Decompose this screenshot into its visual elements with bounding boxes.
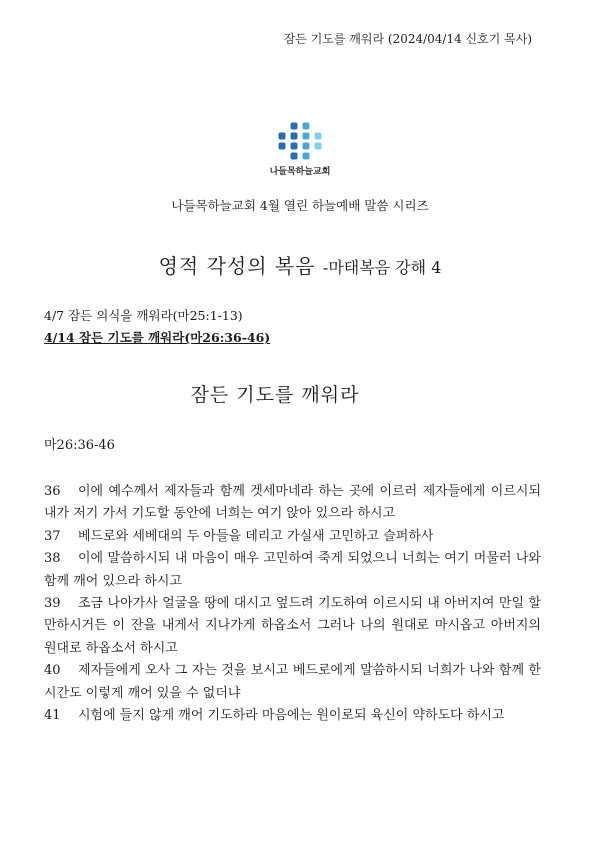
verse-text: 제자들에게 오사 그 자는 것을 보시고 베드로에게 말씀하시되 너희가 나와 함께 한 시간도 이렇게 깨어 있을 수 없더냐 bbox=[44, 663, 541, 701]
main-title bbox=[0, 250, 600, 279]
page-header: 잠든 기도를 깨워라 (2024/04/14 신호기 목사) bbox=[283, 32, 532, 46]
church-logo-text: 나들목하늘교회 bbox=[269, 167, 331, 177]
verse-text: 이에 말씀하시되 내 마음이 매우 고민하여 죽게 되었으니 너희는 여기 머물러 나와 함께 깨어 있으라 하시고 bbox=[44, 551, 541, 589]
verse bbox=[44, 526, 541, 548]
verse bbox=[44, 593, 541, 660]
verse-number: 37 bbox=[44, 528, 61, 544]
scripture-verses bbox=[44, 481, 541, 727]
logo-dot bbox=[303, 123, 310, 130]
logo-dot bbox=[315, 143, 322, 150]
verse-text: 이에 예수께서 제자들과 함께 겟세마네라 하는 곳에 이르러 제자들에게 이르시되 내가 저기 가서 기도할 동안에 너희는 여기 앉아 있으라 하시고 bbox=[44, 484, 541, 522]
logo-dot bbox=[303, 133, 310, 140]
verse-text: 시험에 들지 않게 깨어 기도하라 마음에는 원이로되 육신이 약하도다 하시고 bbox=[78, 708, 505, 724]
logo-dot bbox=[291, 133, 298, 140]
logo-dot bbox=[315, 133, 322, 140]
verse-text: 조금 나아가사 얼굴을 땅에 대시고 엎드려 기도하여 이르시되 내 아버지여 만일 할 만하시거든 이 잔을 내게서 지나가게 하옵소서 그러나 나의 원대로 마시옵고 아버지의 원대로 하옵소서 하시고 bbox=[44, 596, 541, 656]
logo-dot bbox=[279, 143, 286, 150]
verse-number: 38 bbox=[44, 551, 61, 567]
verse-text: 베드로와 세베대의 두 아들을 데리고 가실새 고민하고 슬퍼하사 bbox=[78, 528, 434, 544]
verse-number: 40 bbox=[44, 663, 61, 679]
church-logo-icon bbox=[277, 122, 323, 162]
verse-number: 36 bbox=[44, 484, 61, 499]
verse bbox=[44, 660, 541, 705]
verse-number: 39 bbox=[44, 596, 61, 612]
verse bbox=[44, 705, 541, 727]
scripture-reference: 마26:36-46 bbox=[44, 438, 115, 453]
verse bbox=[44, 548, 541, 593]
logo-dot bbox=[303, 143, 310, 150]
logo-dot bbox=[291, 153, 298, 160]
logo-dot bbox=[291, 123, 298, 130]
logo-dot bbox=[279, 133, 286, 140]
main-title-subtitle: -마태복음 강해 4 bbox=[322, 258, 442, 277]
verse bbox=[44, 481, 541, 526]
sermon-title: 잠든 기도를 깨워라 bbox=[190, 384, 360, 406]
series-title: 나들목하늘교회 4월 열린 하늘예배 말씀 시리즈 bbox=[171, 198, 429, 213]
lecture-item-1: 4/7 잠든 의식을 깨워라(마25:1-13) bbox=[44, 308, 243, 323]
main-title-text: 영적 각성의 복음 bbox=[158, 254, 316, 278]
verse-number: 41 bbox=[44, 708, 61, 724]
logo-dot bbox=[291, 143, 298, 150]
lecture-item-2-current: 4/14 잠든 기도를 깨워라(마26:36-46) bbox=[44, 330, 271, 345]
logo-dot bbox=[303, 153, 310, 160]
church-logo bbox=[0, 122, 600, 177]
